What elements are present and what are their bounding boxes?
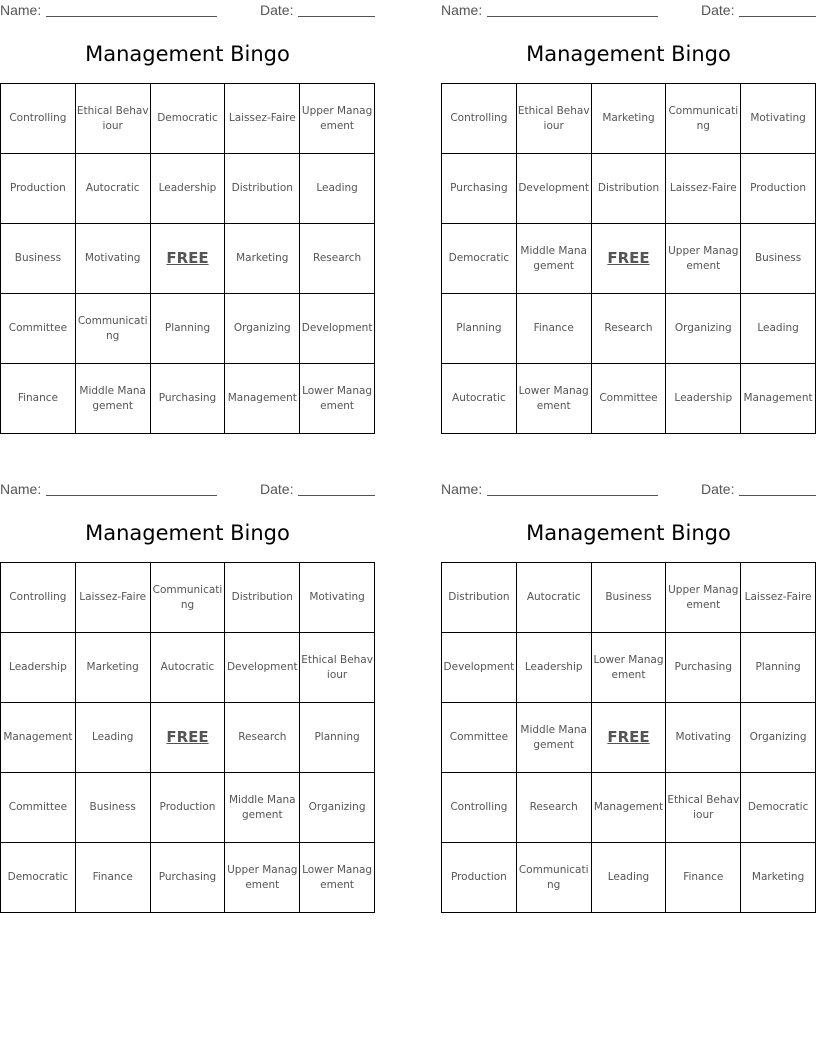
bingo-cell[interactable]: Purchasing <box>442 154 517 224</box>
bingo-row <box>442 294 816 364</box>
bingo-cell[interactable]: Committee <box>1 294 76 364</box>
bingo-cell[interactable]: Leading <box>741 294 816 364</box>
bingo-cell[interactable]: Democratic <box>1 843 76 913</box>
name-blank[interactable] <box>487 495 658 496</box>
bingo-cell[interactable]: Management <box>225 364 300 434</box>
name-label: Name: <box>441 481 483 497</box>
bingo-cell[interactable]: Leadership <box>150 154 225 224</box>
bingo-cell[interactable]: Research <box>591 294 666 364</box>
bingo-cell[interactable]: Motivating <box>666 703 741 773</box>
bingo-cell[interactable]: Marketing <box>591 84 666 154</box>
bingo-row <box>1 364 375 434</box>
bingo-cell[interactable]: Controlling <box>1 84 76 154</box>
bingo-row <box>1 84 375 154</box>
bingo-row <box>442 224 816 294</box>
bingo-cell[interactable]: Communicating <box>516 843 591 913</box>
bingo-cell[interactable]: Marketing <box>75 633 150 703</box>
bingo-cell[interactable]: Organizing <box>741 703 816 773</box>
bingo-row <box>442 364 816 434</box>
bingo-cell[interactable]: Production <box>442 843 517 913</box>
bingo-cell[interactable]: Autocratic <box>75 154 150 224</box>
bingo-cell[interactable]: Finance <box>666 843 741 913</box>
bingo-row <box>442 703 816 773</box>
bingo-cell[interactable]: Laissez-Faire <box>225 84 300 154</box>
bingo-row <box>442 563 816 633</box>
bingo-row <box>442 773 816 843</box>
bingo-row <box>442 84 816 154</box>
bingo-cell[interactable]: Autocratic <box>150 633 225 703</box>
bingo-row <box>1 703 375 773</box>
bingo-cell[interactable]: Communicating <box>150 563 225 633</box>
date-blank[interactable] <box>739 16 816 17</box>
name-date-line <box>441 479 816 499</box>
bingo-cell[interactable]: Development <box>300 294 375 364</box>
bingo-cell[interactable]: Development <box>516 154 591 224</box>
bingo-cell[interactable]: Leadership <box>516 633 591 703</box>
bingo-cell[interactable]: Leading <box>300 154 375 224</box>
bingo-cell[interactable]: Organizing <box>225 294 300 364</box>
bingo-cell[interactable]: Committee <box>591 364 666 434</box>
bingo-cell[interactable]: Communicating <box>75 294 150 364</box>
bingo-cell[interactable]: Business <box>591 563 666 633</box>
bingo-cell[interactable]: Middle Management <box>516 224 591 294</box>
bingo-cell[interactable]: Organizing <box>300 773 375 843</box>
bingo-cell[interactable]: Ethical Behaviour <box>75 84 150 154</box>
bingo-cell[interactable]: Organizing <box>666 294 741 364</box>
bingo-grid <box>0 562 375 913</box>
bingo-cell[interactable]: Finance <box>75 843 150 913</box>
bingo-cell[interactable]: Production <box>150 773 225 843</box>
bingo-cell[interactable]: Production <box>741 154 816 224</box>
bingo-row <box>1 224 375 294</box>
bingo-cell[interactable]: Controlling <box>1 563 76 633</box>
card-title: Management Bingo <box>85 42 290 66</box>
bingo-cell[interactable]: Laissez-Faire <box>666 154 741 224</box>
bingo-cell[interactable]: Laissez-Faire <box>741 563 816 633</box>
bingo-cell[interactable]: Marketing <box>741 843 816 913</box>
bingo-cell[interactable]: Lower Management <box>591 633 666 703</box>
bingo-cell[interactable]: Purchasing <box>150 843 225 913</box>
bingo-cell[interactable]: Distribution <box>225 563 300 633</box>
bingo-cell[interactable]: Development <box>442 633 517 703</box>
bingo-cell[interactable]: Lower Management <box>300 364 375 434</box>
bingo-cell[interactable]: Planning <box>300 703 375 773</box>
bingo-row <box>442 633 816 703</box>
bingo-cell[interactable]: Ethical Behaviour <box>300 633 375 703</box>
bingo-cell[interactable]: Lower Management <box>516 364 591 434</box>
card-title: Management Bingo <box>526 42 731 66</box>
bingo-cell[interactable]: Purchasing <box>666 633 741 703</box>
bingo-cell[interactable]: Committee <box>442 703 517 773</box>
bingo-cell[interactable]: Business <box>741 224 816 294</box>
name-label: Name: <box>0 2 42 18</box>
bingo-cell[interactable]: Leading <box>75 703 150 773</box>
bingo-cell[interactable]: Upper Management <box>666 224 741 294</box>
bingo-row <box>1 773 375 843</box>
bingo-cell[interactable]: Ethical Behaviour <box>516 84 591 154</box>
bingo-cell[interactable]: Laissez-Faire <box>75 563 150 633</box>
bingo-cell[interactable]: Finance <box>516 294 591 364</box>
bingo-cell[interactable]: Autocratic <box>442 364 517 434</box>
bingo-cell[interactable]: Leading <box>591 843 666 913</box>
bingo-cell[interactable]: Upper Management <box>666 563 741 633</box>
bingo-cell[interactable]: Planning <box>442 294 517 364</box>
bingo-cell[interactable]: Communicating <box>666 84 741 154</box>
bingo-cell[interactable]: Planning <box>150 294 225 364</box>
bingo-cell[interactable]: Production <box>1 154 76 224</box>
bingo-cell[interactable]: Democratic <box>741 773 816 843</box>
bingo-cell[interactable]: Middle Management <box>75 364 150 434</box>
bingo-cell[interactable]: Democratic <box>150 84 225 154</box>
bingo-cell[interactable]: Leadership <box>666 364 741 434</box>
bingo-cell[interactable]: Research <box>225 703 300 773</box>
bingo-grid <box>441 562 816 913</box>
bingo-cell[interactable]: Finance <box>1 364 76 434</box>
bingo-cell[interactable]: Management <box>1 703 76 773</box>
bingo-row <box>442 843 816 913</box>
free-space[interactable]: FREE <box>150 703 225 773</box>
bingo-cell[interactable]: Motivating <box>75 224 150 294</box>
bingo-cell[interactable]: Research <box>300 224 375 294</box>
name-blank[interactable] <box>46 495 217 496</box>
bingo-cell[interactable]: Upper Management <box>225 843 300 913</box>
bingo-cell[interactable]: Controlling <box>442 773 517 843</box>
free-space[interactable]: FREE <box>591 703 666 773</box>
bingo-cell[interactable]: Distribution <box>225 154 300 224</box>
bingo-row <box>1 843 375 913</box>
date-label: Date: <box>260 2 294 18</box>
bingo-cell[interactable]: Development <box>225 633 300 703</box>
bingo-cell[interactable]: Business <box>1 224 76 294</box>
bingo-cell[interactable]: Lower Management <box>300 843 375 913</box>
date-blank[interactable] <box>298 16 375 17</box>
date-label: Date: <box>701 2 735 18</box>
bingo-row <box>1 563 375 633</box>
bingo-cell[interactable]: Research <box>516 773 591 843</box>
bingo-cell[interactable]: Planning <box>741 633 816 703</box>
name-label: Name: <box>441 2 483 18</box>
bingo-cell[interactable]: Middle Management <box>225 773 300 843</box>
name-date-line <box>0 0 375 20</box>
bingo-grid <box>441 83 816 434</box>
name-blank[interactable] <box>487 16 658 17</box>
name-label: Name: <box>0 481 42 497</box>
free-space[interactable]: FREE <box>591 224 666 294</box>
bingo-row <box>1 294 375 364</box>
free-space[interactable]: FREE <box>150 224 225 294</box>
bingo-cell[interactable]: Distribution <box>442 563 517 633</box>
bingo-cell[interactable]: Middle Management <box>516 703 591 773</box>
date-label: Date: <box>260 481 294 497</box>
bingo-cell[interactable]: Management <box>741 364 816 434</box>
date-blank[interactable] <box>739 495 816 496</box>
bingo-cell[interactable]: Management <box>591 773 666 843</box>
bingo-cell[interactable]: Motivating <box>741 84 816 154</box>
bingo-cell[interactable]: Purchasing <box>150 364 225 434</box>
card-title: Management Bingo <box>85 521 290 545</box>
name-date-line <box>441 0 816 20</box>
bingo-cell[interactable]: Upper Management <box>300 84 375 154</box>
bingo-cell[interactable]: Marketing <box>225 224 300 294</box>
date-blank[interactable] <box>298 495 375 496</box>
bingo-cell[interactable]: Motivating <box>300 563 375 633</box>
bingo-row <box>1 154 375 224</box>
bingo-grid <box>0 83 375 434</box>
card-title: Management Bingo <box>526 521 731 545</box>
bingo-cell[interactable]: Democratic <box>442 224 517 294</box>
bingo-cell[interactable]: Controlling <box>442 84 517 154</box>
bingo-row <box>442 154 816 224</box>
bingo-cell[interactable]: Leadership <box>1 633 76 703</box>
bingo-row <box>1 633 375 703</box>
bingo-cell[interactable]: Distribution <box>591 154 666 224</box>
name-date-line <box>0 479 375 499</box>
date-label: Date: <box>701 481 735 497</box>
bingo-cell[interactable]: Autocratic <box>516 563 591 633</box>
name-blank[interactable] <box>46 16 217 17</box>
bingo-cell[interactable]: Business <box>75 773 150 843</box>
bingo-cell[interactable]: Ethical Behaviour <box>666 773 741 843</box>
bingo-cell[interactable]: Committee <box>1 773 76 843</box>
